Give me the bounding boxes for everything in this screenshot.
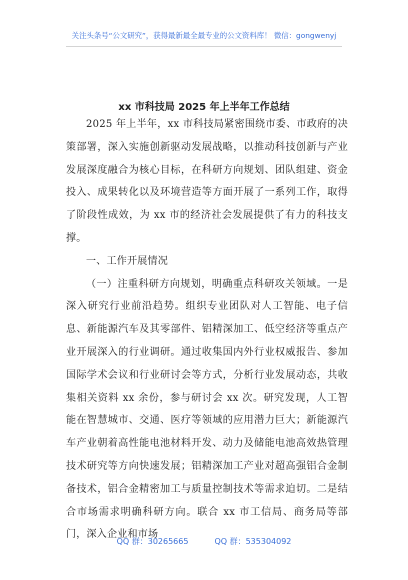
footer-contact (0, 536, 408, 547)
qq-group-1: QQ 群：30265665 (116, 537, 189, 546)
section-paragraph: （一）注重科研方向规划，明确重点科研攻关领域。一是深入研究行业前沿趋势。组织专业团队对人工智能、电子信息、新能源汽车及其零部件、铝精深加工、低空经济等重点产业开展深入的行业调研。通过收集国内外行业权威报告、参加国际学术会议和行业研讨会等方式，分析行业发展动态，共收集相关资料 xx 余份，参与研讨会 xx 次。研究发现，人工智能在智慧城市、交通、医疗等领域的应用潜力巨大；新能源汽车产业朝着高性能电池材料开发、动力及储能电池高效热管理技术研究等方向快速发展；铝精深加工产业对超高强铝合金制备技术，铝合金精密加工与质量控制技术等需求迫切。二是结合市场需求明确科研方向。联合 xx 市工信局、商务局等部门，深入企业和市场 (66, 278, 348, 541)
section-heading: 一、工作开展情况 (86, 255, 168, 267)
intro-paragraph: 2025 年上半年，xx 市科技局紧密围绕市委、市政府的决策部署，深入实施创新驱动发展战略，以推动科技创新与产业发展深度融合为核心目标，在科研方向规划、团队组建、资金投入、成果转化以及环境营造等方面开展了一系列工作，取得了阶段性成效，为 xx 市的经济社会发展提供了有力的科技支撑。 (66, 119, 348, 244)
document-title: xx 市科技局 2025 年上半年工作总结 (118, 102, 290, 113)
document-body (66, 114, 348, 547)
header-divider (66, 46, 342, 47)
header-promo-text: 关注头条号“公文研究”，获得最新最全最专业的公文资料库！ 微信：gongwenyj (71, 31, 337, 40)
qq-group-2: QQ 群：535304092 (214, 537, 292, 546)
